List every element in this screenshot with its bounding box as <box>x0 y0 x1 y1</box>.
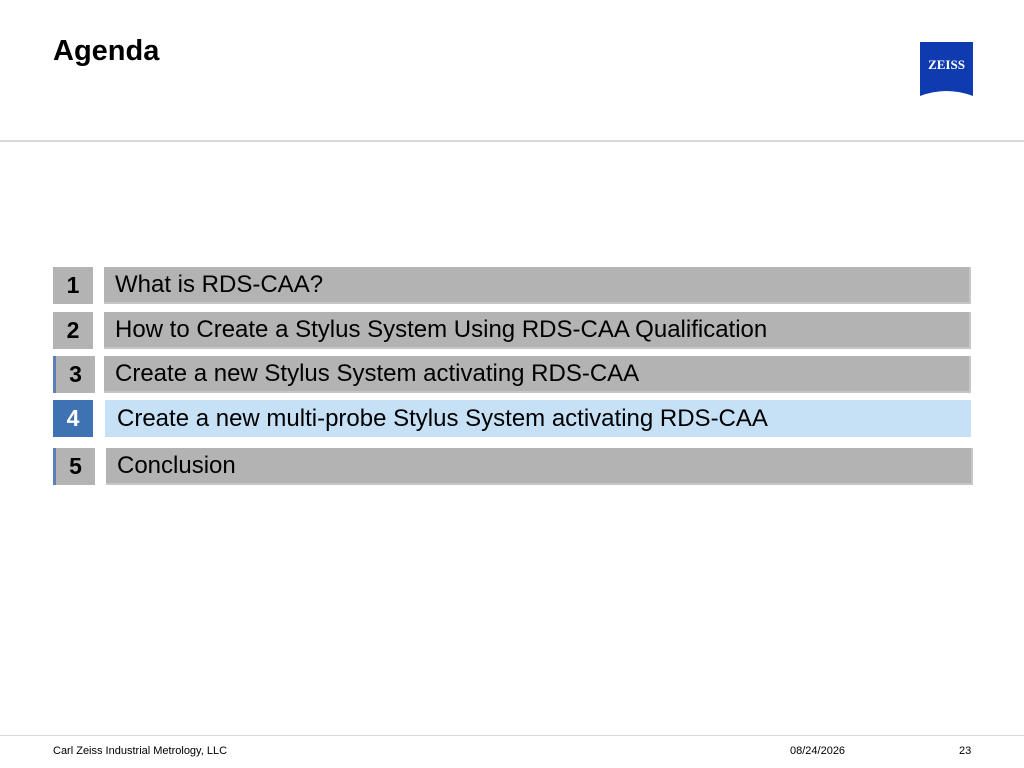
footer-company: Carl Zeiss Industrial Metrology, LLC <box>53 745 228 757</box>
agenda-item-label: Create a new Stylus System activating RDS-CAA <box>104 356 971 393</box>
agenda-item-label: Create a new multi-probe Stylus System activating RDS-CAA <box>105 400 971 437</box>
agenda-item-number: 2 <box>53 312 93 349</box>
agenda-item-1 <box>53 267 971 304</box>
agenda-item-number: 5 <box>53 448 95 485</box>
footer-page-number: 23 <box>959 745 972 757</box>
footer-date: 08/24/2026 <box>790 745 846 757</box>
agenda-item-label: Conclusion <box>106 448 973 485</box>
agenda-item-3 <box>53 356 971 393</box>
agenda-item-number: 3 <box>53 356 95 393</box>
zeiss-logo <box>920 42 973 98</box>
agenda-item-number: 4 <box>53 400 93 437</box>
footer-divider <box>0 735 1024 736</box>
agenda-item-5 <box>53 448 973 485</box>
agenda-item-4-active <box>53 400 971 437</box>
agenda-item-label: How to Create a Stylus System Using RDS-CAA Qualification <box>104 312 971 349</box>
agenda-item-number: 1 <box>53 267 93 304</box>
agenda-item-2 <box>53 312 971 349</box>
logo-wordmark: ZEISS <box>928 57 965 72</box>
agenda-item-label: What is RDS-CAA? <box>104 267 971 304</box>
slide-title: Agenda <box>53 35 160 67</box>
header-divider <box>0 140 1024 142</box>
